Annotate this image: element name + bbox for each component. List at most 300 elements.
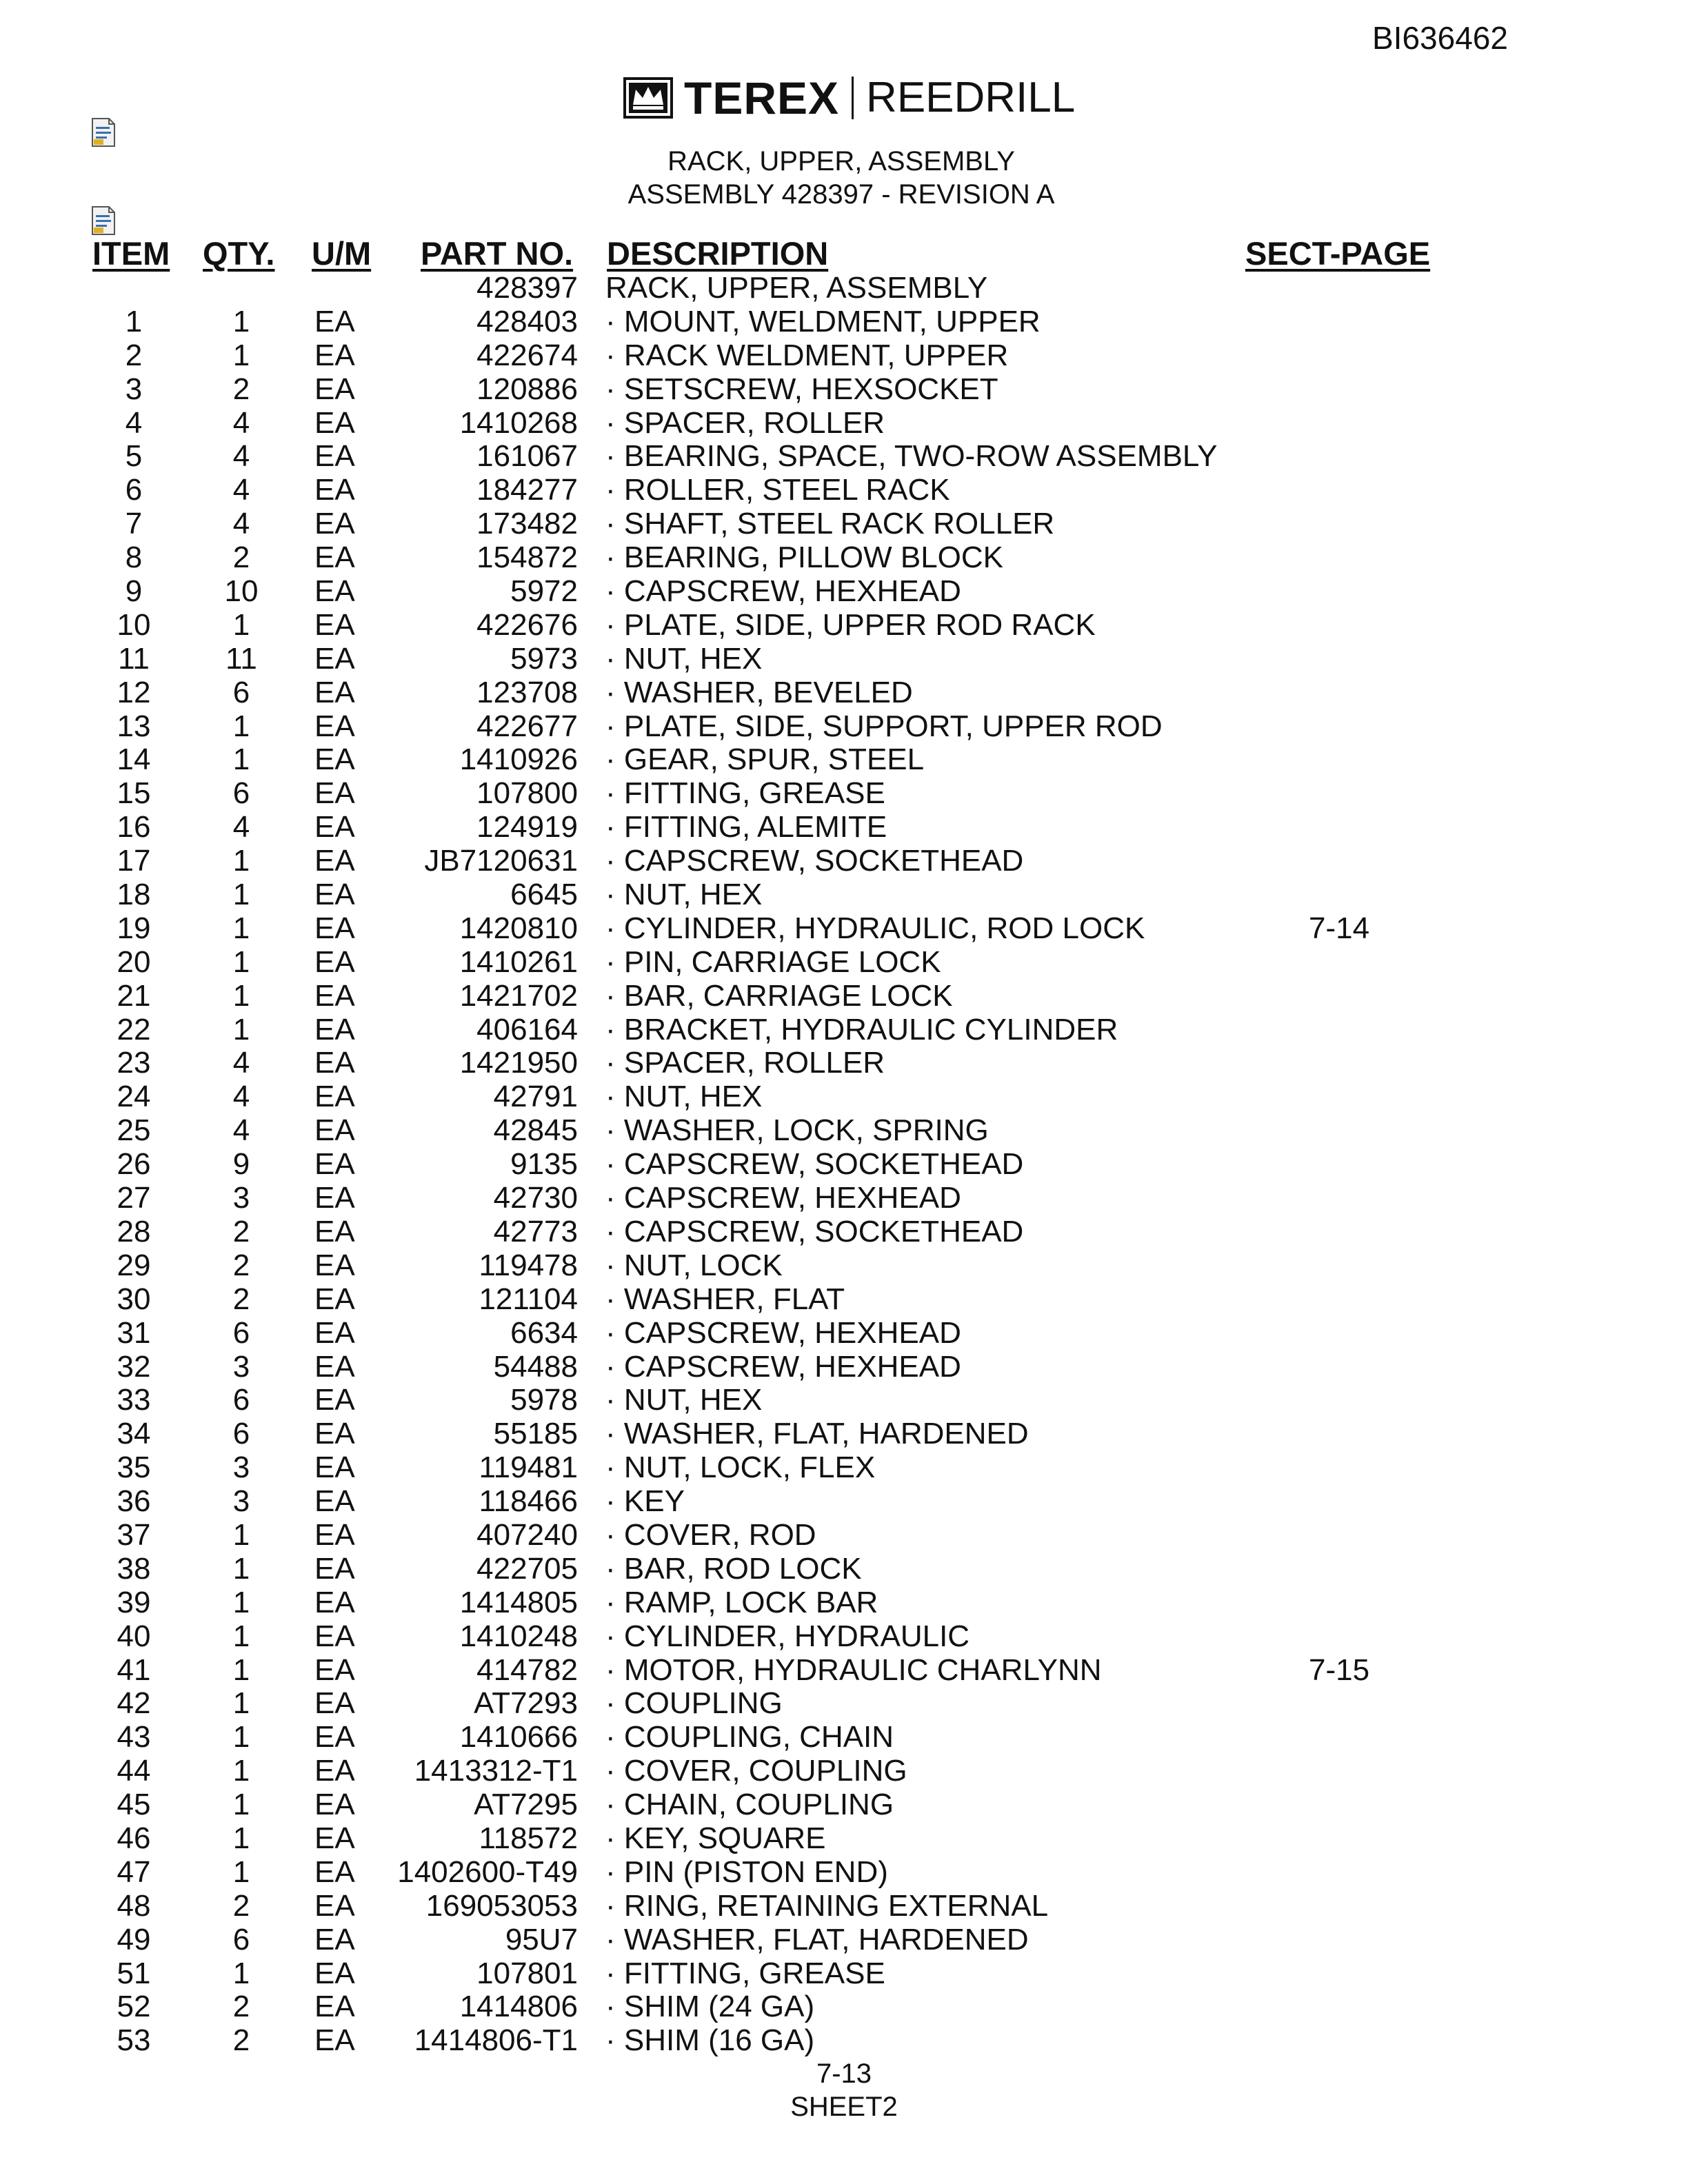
table-row (0, 1249, 1688, 1283)
table-row (0, 777, 1688, 811)
table-row (0, 1080, 1688, 1114)
unit-of-measure: EA (314, 1282, 355, 1316)
item-number: 45 (117, 1788, 151, 1822)
item-number: 20 (117, 944, 151, 979)
quantity: 4 (232, 1113, 250, 1148)
part-number: 6645 (510, 878, 578, 912)
unit-of-measure: EA (314, 1720, 355, 1755)
description: · WASHER, FLAT (605, 1282, 845, 1316)
description: · PIN, CARRIAGE LOCK (605, 944, 941, 979)
assembly-row (0, 272, 1688, 305)
table-row (0, 1451, 1688, 1485)
part-number: 1413312-T1 (414, 1754, 578, 1788)
parts-table (0, 272, 1688, 2058)
quantity: 1 (232, 1821, 250, 1855)
unit-of-measure: EA (314, 1147, 355, 1182)
table-row (0, 1215, 1688, 1249)
quantity: 4 (232, 1046, 250, 1080)
document-icon[interactable] (90, 205, 117, 236)
table-row (0, 1148, 1688, 1182)
unit-of-measure: EA (314, 1214, 355, 1248)
table-row (0, 946, 1688, 980)
unit-of-measure: EA (314, 1990, 355, 2024)
item-number: 39 (117, 1585, 151, 1619)
quantity: 2 (232, 372, 250, 406)
item-number: 13 (117, 709, 151, 743)
quantity: 1 (232, 1652, 250, 1687)
quantity: 4 (232, 439, 250, 474)
description: · NUT, LOCK, FLEX (605, 1450, 876, 1485)
description: · RING, RETAINING EXTERNAL (605, 1888, 1049, 1923)
table-row (0, 743, 1688, 777)
quantity: 1 (232, 607, 250, 642)
unit-of-measure: EA (314, 1652, 355, 1687)
table-row (0, 878, 1688, 912)
unit-of-measure: EA (314, 1551, 355, 1586)
quantity: 1 (232, 978, 250, 1013)
sect-page: 7-15 (1309, 1652, 1370, 1687)
unit-of-measure: EA (314, 1248, 355, 1282)
table-row (0, 1620, 1688, 1654)
unit-of-measure: EA (314, 1046, 355, 1080)
brand-logo (623, 73, 1075, 123)
title-line-2: ASSEMBLY 428397 - REVISION A (627, 179, 1055, 210)
brand-subname: REEDRILL (866, 74, 1076, 121)
quantity: 3 (232, 1484, 250, 1519)
item-number: 53 (117, 2023, 151, 2058)
description: · ROLLER, STEEL RACK (605, 473, 950, 507)
unit-of-measure: EA (314, 911, 355, 945)
part-number: 1421950 (459, 1046, 578, 1080)
table-row (0, 1923, 1688, 1957)
quantity: 2 (232, 1282, 250, 1316)
table-row (0, 2024, 1688, 2058)
description: · BEARING, PILLOW BLOCK (605, 540, 1004, 575)
item-number: 22 (117, 1012, 151, 1046)
quantity: 1 (232, 1956, 250, 1990)
item-number: 52 (117, 1990, 151, 2024)
table-row (0, 1317, 1688, 1351)
table-row (0, 1654, 1688, 1688)
unit-of-measure: EA (314, 1888, 355, 1923)
description: · SHAFT, STEEL RACK ROLLER (605, 507, 1055, 541)
item-number: 23 (117, 1046, 151, 1080)
unit-of-measure: EA (314, 1517, 355, 1552)
description: · BEARING, SPACE, TWO-ROW ASSEMBLY (605, 439, 1218, 474)
description: · CAPSCREW, SOCKETHEAD (605, 1147, 1024, 1182)
part-number: 123708 (476, 675, 578, 709)
table-row (0, 1788, 1688, 1822)
terex-crown-logo-icon (623, 77, 673, 119)
item-number: 12 (117, 675, 151, 709)
quantity: 2 (232, 1888, 250, 1923)
unit-of-measure: EA (314, 1788, 355, 1822)
description: · NUT, HEX (605, 1383, 763, 1417)
description: · FITTING, GREASE (605, 776, 885, 811)
quantity: 4 (232, 473, 250, 507)
item-number: 49 (117, 1922, 151, 1957)
header-item: ITEM (92, 235, 170, 272)
quantity: 3 (232, 1181, 250, 1215)
part-number: 5978 (510, 1383, 578, 1417)
sect-page: 7-14 (1309, 911, 1370, 945)
quantity: 1 (232, 911, 250, 945)
part-number: 1410261 (459, 944, 578, 979)
quantity: 1 (232, 1551, 250, 1586)
quantity: 1 (232, 1854, 250, 1889)
item-number: 27 (117, 1181, 151, 1215)
table-row (0, 912, 1688, 946)
unit-of-measure: EA (314, 742, 355, 777)
table-row (0, 474, 1688, 507)
part-number: AT7293 (474, 1686, 578, 1721)
unit-of-measure: EA (314, 1383, 355, 1417)
part-number: 119481 (479, 1450, 578, 1485)
description: · CAPSCREW, SOCKETHEAD (605, 1214, 1024, 1248)
table-row (0, 1721, 1688, 1755)
quantity: 3 (232, 1349, 250, 1384)
description: · COUPLING, CHAIN (605, 1720, 894, 1755)
description: · NUT, HEX (605, 641, 763, 676)
item-number: 48 (117, 1888, 151, 1923)
table-row (0, 1856, 1688, 1890)
table-row (0, 676, 1688, 710)
quantity: 11 (225, 641, 257, 676)
unit-of-measure: EA (314, 473, 355, 507)
unit-of-measure: EA (314, 1113, 355, 1148)
item-number: 38 (117, 1551, 151, 1586)
description: · NUT, HEX (605, 878, 763, 912)
quantity: 4 (232, 1080, 250, 1114)
description: RACK, UPPER, ASSEMBLY (605, 271, 988, 305)
unit-of-measure: EA (314, 405, 355, 440)
table-row (0, 1957, 1688, 1991)
description: · WASHER, FLAT, HARDENED (605, 1922, 1029, 1957)
table-row (0, 1013, 1688, 1047)
item-number: 4 (125, 405, 143, 440)
quantity: 1 (232, 1686, 250, 1721)
table-row (0, 1586, 1688, 1620)
unit-of-measure: EA (314, 1854, 355, 1889)
description: · BAR, ROD LOCK (605, 1551, 862, 1586)
item-number: 15 (117, 776, 151, 811)
unit-of-measure: EA (314, 1956, 355, 1990)
item-number: 14 (117, 742, 151, 777)
item-number: 5 (125, 439, 143, 474)
part-number: 154872 (476, 540, 578, 575)
quantity: 2 (232, 1248, 250, 1282)
quantity: 6 (232, 1922, 250, 1957)
description: · NUT, LOCK (605, 1248, 783, 1282)
table-row (0, 507, 1688, 541)
quantity: 1 (232, 1720, 250, 1755)
quantity: 6 (232, 1315, 250, 1350)
unit-of-measure: EA (314, 607, 355, 642)
description: · FITTING, ALEMITE (605, 810, 887, 845)
quantity: 1 (232, 844, 250, 878)
unit-of-measure: EA (314, 844, 355, 878)
part-number: 1410926 (459, 742, 578, 777)
item-number: 8 (125, 540, 143, 575)
item-number: 33 (117, 1383, 151, 1417)
table-row (0, 339, 1688, 373)
part-number: 1421702 (459, 978, 578, 1013)
item-number: 1 (125, 304, 143, 338)
table-row (0, 440, 1688, 474)
description: · SHIM (16 GA) (605, 2023, 815, 2058)
unit-of-measure: EA (314, 1686, 355, 1721)
unit-of-measure: EA (314, 1922, 355, 1957)
quantity: 1 (232, 1788, 250, 1822)
title-line-1: RACK, UPPER, ASSEMBLY (667, 146, 1015, 176)
quantity: 6 (232, 675, 250, 709)
item-number: 16 (117, 810, 151, 845)
item-number: 7 (125, 507, 143, 541)
part-number: 407240 (476, 1517, 578, 1552)
description: · SPACER, ROLLER (605, 405, 885, 440)
description: · CAPSCREW, HEXHEAD (605, 1349, 961, 1384)
part-number: AT7295 (474, 1788, 578, 1822)
item-number: 26 (117, 1147, 151, 1182)
quantity: 1 (232, 878, 250, 912)
part-number: 428397 (476, 271, 578, 305)
part-number: 120886 (476, 372, 578, 406)
item-number: 40 (117, 1619, 151, 1653)
item-number: 25 (117, 1113, 151, 1148)
part-number: 173482 (476, 507, 578, 541)
table-row (0, 845, 1688, 878)
unit-of-measure: EA (314, 944, 355, 979)
part-number: 406164 (476, 1012, 578, 1046)
item-number: 32 (117, 1349, 151, 1384)
quantity: 1 (232, 1012, 250, 1046)
table-row (0, 1519, 1688, 1553)
table-row (0, 710, 1688, 744)
quantity: 1 (232, 944, 250, 979)
quantity: 4 (232, 405, 250, 440)
table-row (0, 407, 1688, 441)
description: · CHAIN, COUPLING (605, 1788, 894, 1822)
item-number: 44 (117, 1754, 151, 1788)
part-number: 1410248 (459, 1619, 578, 1653)
part-number: 124919 (476, 810, 578, 845)
item-number: 35 (117, 1450, 151, 1485)
table-row (0, 609, 1688, 643)
description: · NUT, HEX (605, 1080, 763, 1114)
part-number: 1414806-T1 (414, 2023, 578, 2058)
table-row (0, 305, 1688, 339)
unit-of-measure: EA (314, 574, 355, 609)
description: · CAPSCREW, HEXHEAD (605, 1315, 961, 1350)
unit-of-measure: EA (314, 1585, 355, 1619)
quantity: 1 (232, 1585, 250, 1619)
description: · MOUNT, WELDMENT, UPPER (605, 304, 1041, 338)
table-row (0, 1046, 1688, 1080)
unit-of-measure: EA (314, 641, 355, 676)
part-number: 107801 (476, 1956, 578, 1990)
item-number: 11 (118, 641, 150, 676)
item-number: 47 (117, 1854, 151, 1889)
table-row (0, 1384, 1688, 1417)
unit-of-measure: EA (314, 1821, 355, 1855)
part-number: 55185 (493, 1417, 578, 1451)
table-row (0, 1485, 1688, 1519)
document-titles (0, 145, 1688, 211)
part-number: 1420810 (459, 911, 578, 945)
item-number: 24 (117, 1080, 151, 1114)
table-row (0, 373, 1688, 407)
part-number: 121104 (479, 1282, 578, 1316)
item-number: 10 (117, 607, 151, 642)
unit-of-measure: EA (314, 878, 355, 912)
header-part-no: PART NO. (421, 235, 574, 272)
page-number: 7-13 (816, 2059, 872, 2089)
part-number: 1414805 (459, 1585, 578, 1619)
description: · COUPLING (605, 1686, 783, 1721)
description: · PLATE, SIDE, UPPER ROD RACK (605, 607, 1096, 642)
description: · WASHER, LOCK, SPRING (605, 1113, 989, 1148)
document-number: BI636462 (1372, 20, 1508, 56)
sheet-label: SHEET2 (790, 2092, 898, 2122)
part-number: 422705 (476, 1551, 578, 1586)
table-row (0, 1890, 1688, 1923)
document-icon[interactable] (90, 117, 117, 148)
item-number: 28 (117, 1214, 151, 1248)
item-number: 29 (117, 1248, 151, 1282)
part-number: 414782 (476, 1652, 578, 1687)
item-number: 2 (125, 338, 143, 372)
description: · FITTING, GREASE (605, 1956, 885, 1990)
table-row (0, 811, 1688, 845)
quantity: 4 (232, 810, 250, 845)
part-number: 169053053 (425, 1888, 578, 1923)
part-number: 428403 (476, 304, 578, 338)
part-number: 42791 (493, 1080, 578, 1114)
table-row (0, 1417, 1688, 1451)
unit-of-measure: EA (314, 776, 355, 811)
part-number: 184277 (476, 473, 578, 507)
table-row (0, 1755, 1688, 1788)
unit-of-measure: EA (314, 2023, 355, 2058)
quantity: 2 (232, 1990, 250, 2024)
unit-of-measure: EA (314, 1181, 355, 1215)
description: · CYLINDER, HYDRAULIC, ROD LOCK (605, 911, 1145, 945)
quantity: 9 (232, 1147, 250, 1182)
unit-of-measure: EA (314, 709, 355, 743)
description: · WASHER, BEVELED (605, 675, 913, 709)
description: · SETSCREW, HEXSOCKET (605, 372, 998, 406)
item-number: 42 (117, 1686, 151, 1721)
part-number: 119478 (479, 1248, 578, 1282)
quantity: 1 (232, 709, 250, 743)
item-number: 37 (117, 1517, 151, 1552)
item-number: 41 (117, 1652, 151, 1687)
quantity: 1 (232, 1517, 250, 1552)
table-row (0, 541, 1688, 575)
table-row (0, 1182, 1688, 1215)
table-row (0, 643, 1688, 676)
description: · BRACKET, HYDRAULIC CYLINDER (605, 1012, 1118, 1046)
description: · PLATE, SIDE, SUPPORT, UPPER ROD (605, 709, 1163, 743)
unit-of-measure: EA (314, 1012, 355, 1046)
part-number: 422676 (476, 607, 578, 642)
part-number: 9135 (510, 1147, 578, 1182)
quantity: 1 (232, 742, 250, 777)
unit-of-measure: EA (314, 1754, 355, 1788)
part-number: 118572 (479, 1821, 578, 1855)
part-number: 422677 (476, 709, 578, 743)
header-description: DESCRIPTION (607, 235, 829, 272)
part-number: 1410268 (459, 405, 578, 440)
header-um: U/M (312, 235, 372, 272)
description: · COVER, COUPLING (605, 1754, 907, 1788)
description: · CAPSCREW, HEXHEAD (605, 1181, 961, 1215)
description: · RACK WELDMENT, UPPER (605, 338, 1009, 372)
part-number: 5972 (510, 574, 578, 609)
unit-of-measure: EA (314, 675, 355, 709)
part-number: JB7120631 (424, 844, 578, 878)
description: · PIN (PISTON END) (605, 1854, 888, 1889)
item-number: 18 (117, 878, 151, 912)
item-number: 17 (117, 844, 151, 878)
item-number: 30 (117, 1282, 151, 1316)
unit-of-measure: EA (314, 1619, 355, 1653)
table-row (0, 1822, 1688, 1856)
header-qty: QTY. (203, 235, 275, 272)
unit-of-measure: EA (314, 338, 355, 372)
item-number: 19 (117, 911, 151, 945)
part-number: 1410666 (459, 1720, 578, 1755)
part-number: 54488 (493, 1349, 578, 1384)
description: · WASHER, FLAT, HARDENED (605, 1417, 1029, 1451)
description: · SHIM (24 GA) (605, 1990, 815, 2024)
unit-of-measure: EA (314, 439, 355, 474)
table-row (0, 1553, 1688, 1586)
table-row (0, 1283, 1688, 1317)
item-number: 3 (125, 372, 143, 406)
quantity: 2 (232, 540, 250, 575)
unit-of-measure: EA (314, 1315, 355, 1350)
item-number: 46 (117, 1821, 151, 1855)
part-number: 42730 (493, 1181, 578, 1215)
unit-of-measure: EA (314, 1349, 355, 1384)
item-number: 51 (117, 1956, 151, 1990)
item-number: 43 (117, 1720, 151, 1755)
unit-of-measure: EA (314, 978, 355, 1013)
item-number: 36 (117, 1484, 151, 1519)
part-number: 118466 (479, 1484, 578, 1519)
description: · CAPSCREW, HEXHEAD (605, 574, 961, 609)
header-sect-page: SECT-PAGE (1245, 235, 1431, 272)
table-row (0, 1687, 1688, 1721)
logo-divider (852, 77, 854, 119)
description: · KEY, SQUARE (605, 1821, 826, 1855)
unit-of-measure: EA (314, 372, 355, 406)
description: · COVER, ROD (605, 1517, 816, 1552)
table-row (0, 1990, 1688, 2024)
quantity: 1 (232, 1754, 250, 1788)
item-number: 6 (125, 473, 143, 507)
table-row (0, 575, 1688, 609)
part-number: 42773 (493, 1214, 578, 1248)
description: · GEAR, SPUR, STEEL (605, 742, 925, 777)
part-number: 107800 (476, 776, 578, 811)
quantity: 2 (232, 2023, 250, 2058)
table-row (0, 980, 1688, 1013)
item-number: 31 (117, 1315, 151, 1350)
quantity: 3 (232, 1450, 250, 1485)
table-row (0, 1351, 1688, 1384)
